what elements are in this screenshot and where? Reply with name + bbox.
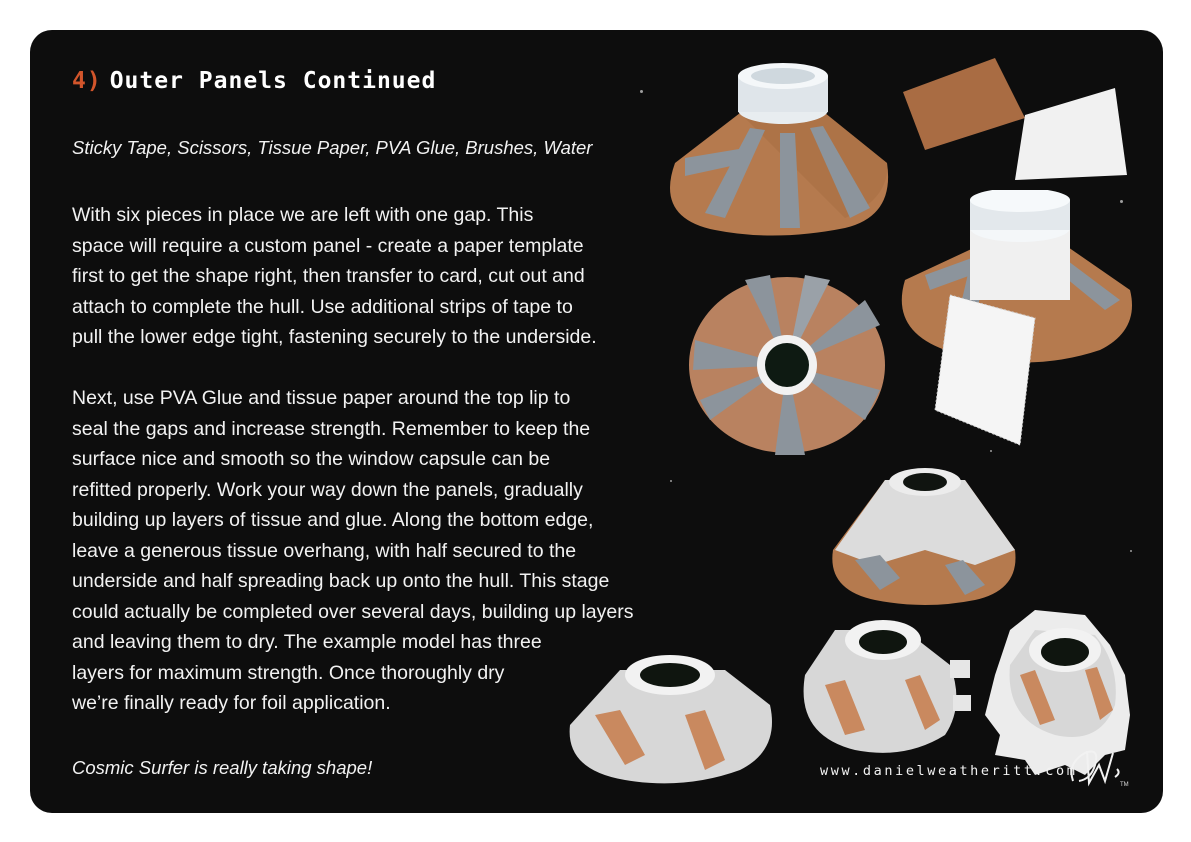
materials-list: Sticky Tape, Scissors, Tissue Paper, PVA Glue, Brushes, Water xyxy=(72,137,593,158)
cone-template-fit-photo xyxy=(885,190,1145,450)
paragraph-line: building up layers of tissue and glue. Along the bottom edge, xyxy=(72,509,594,531)
title-text: Outer Panels Continued xyxy=(109,68,437,94)
step-number: 4) xyxy=(72,68,102,94)
cone-top-view-photo xyxy=(685,270,895,460)
paragraph-1 xyxy=(72,200,597,353)
website-link[interactable]: www.danielweatheritt.com xyxy=(820,763,1078,779)
paragraph-line: first to get the shape right, then transfer to card, cut out and xyxy=(72,265,585,287)
paragraph-line: and leaving them to dry. The example model has three xyxy=(72,631,542,653)
tagline: Cosmic Surfer is really taking shape! xyxy=(72,757,373,778)
paragraph-line: underside and half spreading back up onto the hull. This stage xyxy=(72,570,610,592)
signature-logo xyxy=(1065,743,1125,788)
star-speck xyxy=(640,90,643,93)
trademark-mark: TM xyxy=(1120,782,1129,788)
paragraph-line: With six pieces in place we are left with one gap. This xyxy=(72,204,534,226)
paragraph-line: we’re finally ready for foil application. xyxy=(72,692,391,714)
paragraph-2 xyxy=(72,383,633,719)
cone-taped-photo xyxy=(645,58,905,248)
page-title xyxy=(72,68,436,94)
paragraph-line: space will require a custom panel - create a paper template xyxy=(72,234,584,257)
panel-templates-photo xyxy=(895,50,1135,190)
paragraph-line: surface nice and smooth so the window capsule can be xyxy=(72,448,551,470)
paragraph-line: refitted properly. Work your way down the panels, gradually xyxy=(72,478,583,501)
paragraph-line: Next, use PVA Glue and tissue paper around the top lip to xyxy=(72,387,571,409)
star-speck xyxy=(1130,550,1132,552)
paragraph-line: leave a generous tissue overhang, with half secured to the xyxy=(72,539,577,562)
star-speck xyxy=(670,480,672,482)
instruction-card xyxy=(30,30,1163,813)
paragraph-line: attach to complete the hull. Use additional strips of tape to xyxy=(72,295,573,318)
paragraph-line: layers for maximum strength. Once thoroughly dry xyxy=(72,661,505,684)
paragraph-line: pull the lower edge tight, fastening securely to the underside. xyxy=(72,326,597,348)
paragraph-line: seal the gaps and increase strength. Remember to keep the xyxy=(72,417,591,440)
paragraph-line: could actually be completed over several days, building up layers xyxy=(72,600,634,623)
